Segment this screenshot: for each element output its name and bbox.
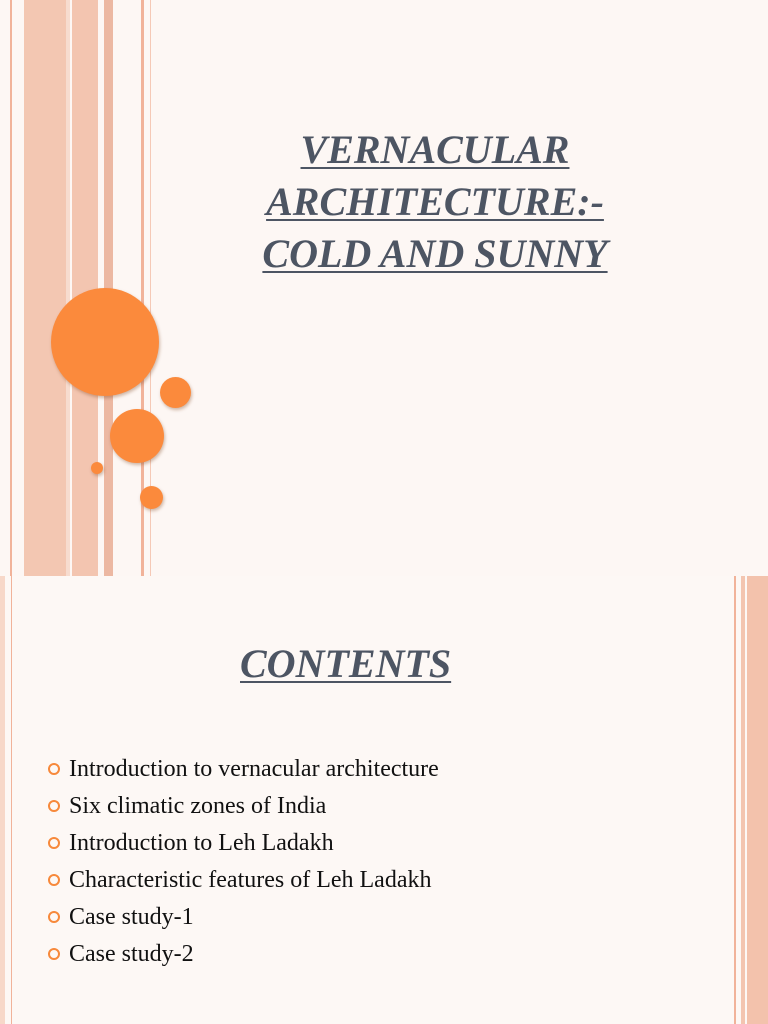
list-item	[46, 754, 439, 791]
list-item	[46, 791, 439, 828]
circle-bullet-icon	[48, 763, 60, 775]
decor-circle-medium	[110, 409, 164, 463]
decor-circle-small	[160, 377, 191, 408]
decor-stripe	[741, 576, 745, 1024]
list-item-text: Case study-1	[69, 904, 194, 930]
contents-heading: CONTENTS	[240, 641, 452, 686]
circle-bullet-icon	[48, 948, 60, 960]
list-item-text: Characteristic features of Leh Ladakh	[69, 867, 432, 893]
title-line: COLD AND SUNNY	[262, 231, 608, 276]
list-item	[46, 939, 439, 976]
decor-circle-large	[51, 288, 159, 396]
contents-slide	[0, 576, 768, 1024]
circle-bullet-icon	[48, 800, 60, 812]
list-item	[46, 828, 439, 865]
decor-circle-tiny	[91, 462, 103, 474]
decor-stripe	[11, 576, 12, 1024]
circle-bullet-icon	[48, 874, 60, 886]
slide-title	[200, 124, 670, 280]
title-line: VERNACULAR	[300, 127, 570, 172]
list-item-text: Introduction to Leh Ladakh	[69, 830, 334, 856]
decor-stripe	[734, 576, 736, 1024]
decor-stripe	[747, 576, 768, 1024]
list-item	[46, 865, 439, 902]
decor-stripe	[24, 0, 66, 576]
decor-circle-small	[140, 486, 163, 509]
list-item-text: Case study-2	[69, 941, 194, 967]
decor-stripe	[66, 0, 70, 576]
title-line: ARCHITECTURE:-	[266, 179, 604, 224]
circle-bullet-icon	[48, 911, 60, 923]
decor-stripe	[0, 576, 5, 1024]
contents-list	[46, 754, 439, 976]
decor-stripe	[10, 0, 12, 576]
list-item	[46, 902, 439, 939]
circle-bullet-icon	[48, 837, 60, 849]
list-item-text: Six climatic zones of India	[69, 793, 327, 819]
list-item-text: Introduction to vernacular architecture	[69, 756, 439, 782]
